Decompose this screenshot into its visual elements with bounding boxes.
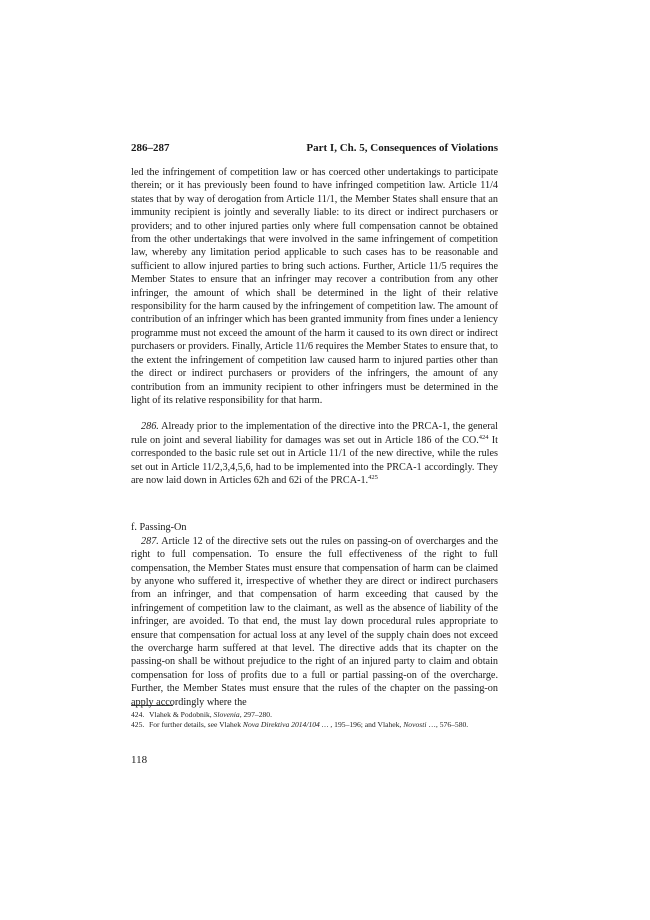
footnote-424 [131,710,498,720]
footnote-number: 424. [131,710,145,719]
page-number: 118 [131,754,148,766]
footnote-title: Slovenia [213,710,240,719]
paragraph-286 [131,420,498,487]
header-chapter-title: Part I, Ch. 5, Consequences of Violations [306,142,498,154]
footnote-title: Novosti [403,720,427,729]
footnote-title: Nova Direktiva 2014/104 … [242,720,329,729]
paragraph-text: Article 12 of the directive sets out the rules on passing-on of overcharges and the right to full compensation. To ensure the full effectiveness of the right to full compensation, the Member States must ensure that compensation of harm can be claimed by anyone who suffered it, irrespective of whether they are direct or indirect purchasers from an infringer, and that compensation of harm exceeding that caused by the infringement of competition law to the claimant, as well as the absence of liability of the infringer, are avoided. To that end, the must lay down procedural rules appropriate to ensure that compensation for actual loss at any level of the supply chain does not exceed the overcharge harm suffered at that level. The directive adds that its chapter on the passing-on shall be without prejudice to the right of an injured party to claim and obtain compensation for loss of profits due to a full or partial passing-on of the overcharge. Further, the Member States must ensure that the rules of the chapter on the passing-on apply accordingly where the [131,535,498,708]
footnote-text-part: Vlahek & Podobnik, [149,710,214,719]
footnotes [131,710,498,730]
paragraph-text: It corresponded to the basic rule set out in Article 11/1 of the new directive, while the rules set out in Article 11/2,3,4,5,6, had to be implemented into the PRCA-1 accordingly. They are now laid down in Articles 62h and 62i of the PRCA-1. [131,434,498,486]
paragraph-287 [131,535,498,709]
document-page [131,0,498,920]
paragraph-text: Already prior to the implementation of the directive into the PRCA-1, the general rule on joint and several liability for damages was set out in Article 186 of the CO. [131,421,498,446]
footnote-ref-424[interactable]: 424 [478,433,489,441]
footnote-ref-425[interactable]: 425 [368,473,378,481]
footnote-separator [131,705,173,706]
paragraph-number: 287. [141,535,159,547]
paragraph-continued: led the infringement of competition law or has coerced other undertakings to participate therein; or it has previously been found to have infringed competition law. Article 11/4 states that by way of derogation from Article 11/1, the Member States shall ensure that an immunity recipient is jointly and severally liable: to its direct or indirect purchasers or providers; and to other injured parties only where full compensation cannot be obtained from the other undertakings that were involved in the same infringement of competition law, whereby any limitation period applicable to such cases has to be reasonable and sufficient to allow injured parties to bring such actions. Further, Article 11/5 requires the Member States to ensure that an infringer may recover a contribution from any other infringer, the amount of which shall be determined in the light of their relative responsibility for the harm caused by the infringement of competition law. The amount of contribution of an infringer which has been granted immunity from fines under a leniency programme must not exceed the amount of the harm it caused to its own direct or indirect purchasers or providers. Finally, Article 11/6 requires the Member States to ensure that, to the extent the infringement of competition law caused harm to injured parties other than the direct or indirect purchasers or providers of the infringers, the amount of any contribution from an immunity recipient to other infringers must be determined in the light of its relative responsibility for that harm. [131,167,498,406]
footnote-text [149,710,498,720]
paragraph-number: 286. [141,421,159,433]
body-text [131,166,498,709]
footnote-number: 425. [131,720,145,729]
running-header [131,142,498,156]
footnote-text-part: , 297–280. [239,710,272,719]
footnote-text-part: …, 576–580. [426,720,469,729]
section-heading: f. Passing-On [131,522,187,534]
footnote-text [149,720,498,730]
footnote-text-part: For further details, see Vlahek [149,720,243,729]
footnote-425 [131,720,498,730]
footnote-text-part: , 195–196; and Vlahek, [328,720,404,729]
header-paragraph-range: 286–287 [131,142,170,154]
